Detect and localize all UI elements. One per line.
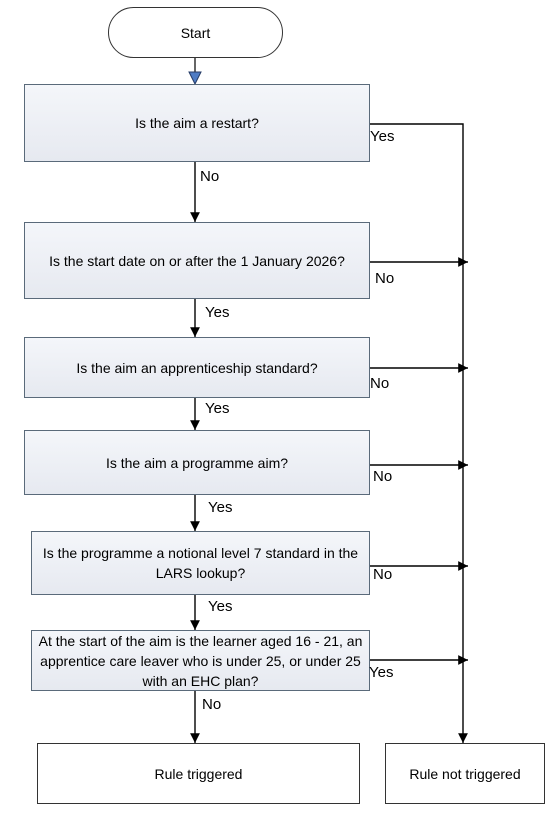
d5-right-label: No xyxy=(373,566,393,583)
outcome-rule-not-triggered xyxy=(385,743,545,804)
decision-question: Is the start date on or after the 1 January 2026? xyxy=(49,252,345,269)
decision-apprenticeship-standard xyxy=(24,337,370,398)
outcome-rule-triggered xyxy=(37,743,360,804)
decision-question: At the start of the aim is the learner aged 16 - 21, an apprentice care leaver who is under 25, or under 25 with an EHC plan? xyxy=(38,632,363,689)
d3-right-label: No xyxy=(370,375,390,392)
outcome-label: Rule not triggered xyxy=(409,765,521,782)
decision-programme-aim xyxy=(24,430,370,495)
start-node xyxy=(108,7,283,58)
decision-question: Is the aim an apprenticeship standard? xyxy=(76,359,318,376)
d6-down-label: No xyxy=(202,696,222,713)
decision-start-date xyxy=(24,222,370,299)
d4-right-label: No xyxy=(373,468,393,485)
d5-down-label: Yes xyxy=(208,598,233,615)
start-arrowhead xyxy=(189,72,201,84)
decision-question: Is the aim a restart? xyxy=(135,115,259,131)
d2-down-label: Yes xyxy=(205,304,230,321)
decision-level-7 xyxy=(31,531,370,595)
decision-restart xyxy=(24,84,370,162)
outcome-label: Rule triggered xyxy=(154,765,243,782)
decision-question: Is the programme a notional level 7 standard in the LARS lookup? xyxy=(42,545,359,581)
d3-down-label: Yes xyxy=(205,400,230,417)
decision-question: Is the aim a programme aim? xyxy=(105,454,289,471)
decision-learner-age xyxy=(31,630,370,691)
d6-right-label: Yes xyxy=(369,664,394,681)
d1-down-label: No xyxy=(200,168,220,185)
d1-right-label: Yes xyxy=(370,128,395,145)
d2-right-label: No xyxy=(375,270,395,287)
start-label: Start xyxy=(180,24,211,41)
connector-trunk xyxy=(370,124,463,743)
d4-down-label: Yes xyxy=(208,499,233,516)
